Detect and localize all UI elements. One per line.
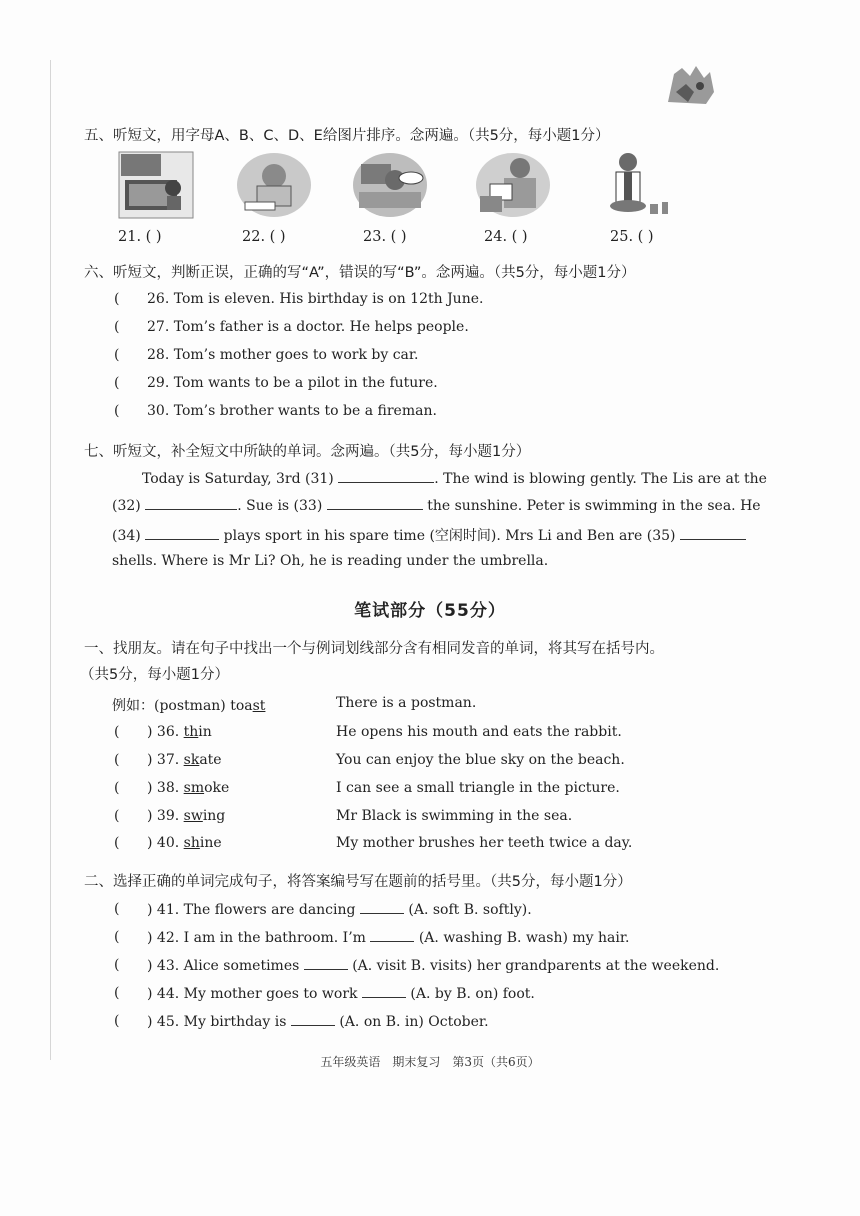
passage-line-2 <box>112 497 761 514</box>
question-text: ) 42. I am in the bathroom. I’m <box>147 930 366 946</box>
blank-34[interactable] <box>145 527 219 540</box>
underlined-part: sw <box>183 808 203 824</box>
answer-30[interactable]: ( <box>114 403 120 419</box>
answer-21[interactable]: 21. ( ) <box>118 229 162 245</box>
word-rest: ine <box>199 835 222 851</box>
example-prefix: 例如：(postman) toa <box>112 698 253 714</box>
example-underlined: st <box>252 698 266 714</box>
answer-22[interactable]: 22. ( ) <box>242 229 286 245</box>
passage-text: Today is Saturday, 3rd (31) <box>142 471 334 487</box>
picture-22 <box>235 150 313 220</box>
blank-35[interactable] <box>680 527 746 540</box>
item-num: ) 36. <box>147 724 184 740</box>
word-rest: ing <box>202 808 226 824</box>
answer-36[interactable]: ( <box>114 724 120 740</box>
example-sentence: There is a postman. <box>336 695 477 711</box>
item-28: 28. Tom’s mother goes to work by car. <box>147 347 419 363</box>
options: (A. visit B. visits) her grandparents at the weekend. <box>352 958 720 974</box>
word-rest: in <box>198 724 212 740</box>
answer-25[interactable]: 25. ( ) <box>610 229 654 245</box>
answer-26[interactable]: ( <box>114 291 120 307</box>
answer-23[interactable]: 23. ( ) <box>363 229 407 245</box>
options: (A. washing B. wash) my hair. <box>418 930 630 946</box>
blank-31[interactable] <box>338 470 434 483</box>
section6-heading: 六、听短文，判断正误，正确的写“A”，错误的写“B”。念两遍。（共5分，每小题1分） <box>84 265 636 281</box>
written-part-title: 笔试部分（55分） <box>354 601 506 621</box>
passage-text: (32) <box>112 498 141 514</box>
scan-edge <box>50 60 51 1060</box>
picture-24 <box>474 150 552 220</box>
example-word <box>112 695 265 715</box>
picture-21 <box>117 150 195 220</box>
item-44 <box>147 985 535 1002</box>
sentence-36: He opens his mouth and eats the rabbit. <box>336 724 622 740</box>
sentence-37: You can enjoy the blue sky on the beach. <box>336 752 625 768</box>
underlined-part: sk <box>183 752 200 768</box>
blank-42[interactable] <box>370 929 414 942</box>
word-39 <box>147 808 225 824</box>
answer-29[interactable]: ( <box>114 375 120 391</box>
picture-25 <box>598 150 676 220</box>
word-37 <box>147 752 222 768</box>
underlined-part: sh <box>183 835 200 851</box>
section7-heading: 七、听短文，补全短文中所缺的单词。念两遍。（共5分，每小题1分） <box>84 444 531 460</box>
blank-45[interactable] <box>291 1013 335 1026</box>
answer-28[interactable]: ( <box>114 347 120 363</box>
item-43 <box>147 957 719 974</box>
passage-text: (34) <box>112 528 141 544</box>
word-rest: ate <box>199 752 222 768</box>
passage-text: . Sue is (33) <box>237 498 323 514</box>
sentence-38: I can see a small triangle in the picture. <box>336 780 620 796</box>
answer-41[interactable]: ( <box>114 901 120 917</box>
item-26: 26. Tom is eleven. His birthday is on 12th June. <box>147 291 484 307</box>
word-rest: oke <box>204 780 230 796</box>
passage-text: the sunshine. Peter is swimming in the sea. He <box>427 498 761 514</box>
answer-42[interactable]: ( <box>114 929 120 945</box>
passage-text: . The wind is blowing gently. The Lis are at the <box>434 471 767 487</box>
answer-24[interactable]: 24. ( ) <box>484 229 528 245</box>
answer-27[interactable]: ( <box>114 319 120 335</box>
answer-44[interactable]: ( <box>114 985 120 1001</box>
section5-heading: 五、听短文，用字母A、B、C、D、E给图片排序。念两遍。（共5分，每小题1分） <box>84 128 610 144</box>
sentence-40: My mother brushes her teeth twice a day. <box>336 835 633 851</box>
corner-illustration <box>660 62 720 110</box>
question-text: ) 41. The flowers are dancing <box>147 902 356 918</box>
item-num: ) 38. <box>147 780 184 796</box>
question-text: ) 45. My birthday is <box>147 1014 287 1030</box>
question-text: ) 44. My mother goes to work <box>147 986 358 1002</box>
blank-43[interactable] <box>304 957 348 970</box>
item-27: 27. Tom’s father is a doctor. He helps people. <box>147 319 469 335</box>
item-29: 29. Tom wants to be a pilot in the future. <box>147 375 438 391</box>
blank-41[interactable] <box>360 901 404 914</box>
part1-heading: 一、找朋友。请在句子中找出一个与例词划线部分含有相同发音的单词，将其写在括号内。 <box>84 641 664 657</box>
underlined-part: sm <box>183 780 205 796</box>
item-num: ) 39. <box>147 808 184 824</box>
options: (A. by B. on) foot. <box>410 986 535 1002</box>
word-40 <box>147 835 222 851</box>
blank-33[interactable] <box>327 497 423 510</box>
blank-44[interactable] <box>362 985 406 998</box>
passage-line-1 <box>142 470 767 487</box>
page-footer: 五年级英语 期末复习 第3页（共6页） <box>320 1055 540 1069</box>
passage-text: plays sport in his spare time (空闲时间). Mrs Li and Ben are (35) <box>223 528 676 544</box>
blank-32[interactable] <box>145 497 237 510</box>
part1-subheading: （共5分，每小题1分） <box>80 667 229 683</box>
question-text: ) 43. Alice sometimes <box>147 958 300 974</box>
item-41 <box>147 901 532 918</box>
answer-43[interactable]: ( <box>114 957 120 973</box>
passage-line-3 <box>112 525 746 545</box>
answer-40[interactable]: ( <box>114 835 120 851</box>
item-num: ) 37. <box>147 752 184 768</box>
word-38 <box>147 780 229 796</box>
answer-45[interactable]: ( <box>114 1013 120 1029</box>
passage-line-4: shells. Where is Mr Li? Oh, he is reading under the umbrella. <box>112 553 549 569</box>
answer-38[interactable]: ( <box>114 780 120 796</box>
underlined-part: th <box>183 724 199 740</box>
picture-23 <box>351 150 429 220</box>
item-45 <box>147 1013 489 1030</box>
answer-37[interactable]: ( <box>114 752 120 768</box>
item-42 <box>147 929 629 946</box>
sentence-39: Mr Black is swimming in the sea. <box>336 808 573 824</box>
answer-39[interactable]: ( <box>114 808 120 824</box>
options: (A. soft B. softly). <box>408 902 532 918</box>
item-num: ) 40. <box>147 835 184 851</box>
part2-heading: 二、选择正确的单词完成句子，将答案编号写在题前的括号里。（共5分，每小题1分） <box>84 874 632 890</box>
options: (A. on B. in) October. <box>339 1014 489 1030</box>
word-36 <box>147 724 212 740</box>
item-30: 30. Tom’s brother wants to be a fireman. <box>147 403 437 419</box>
